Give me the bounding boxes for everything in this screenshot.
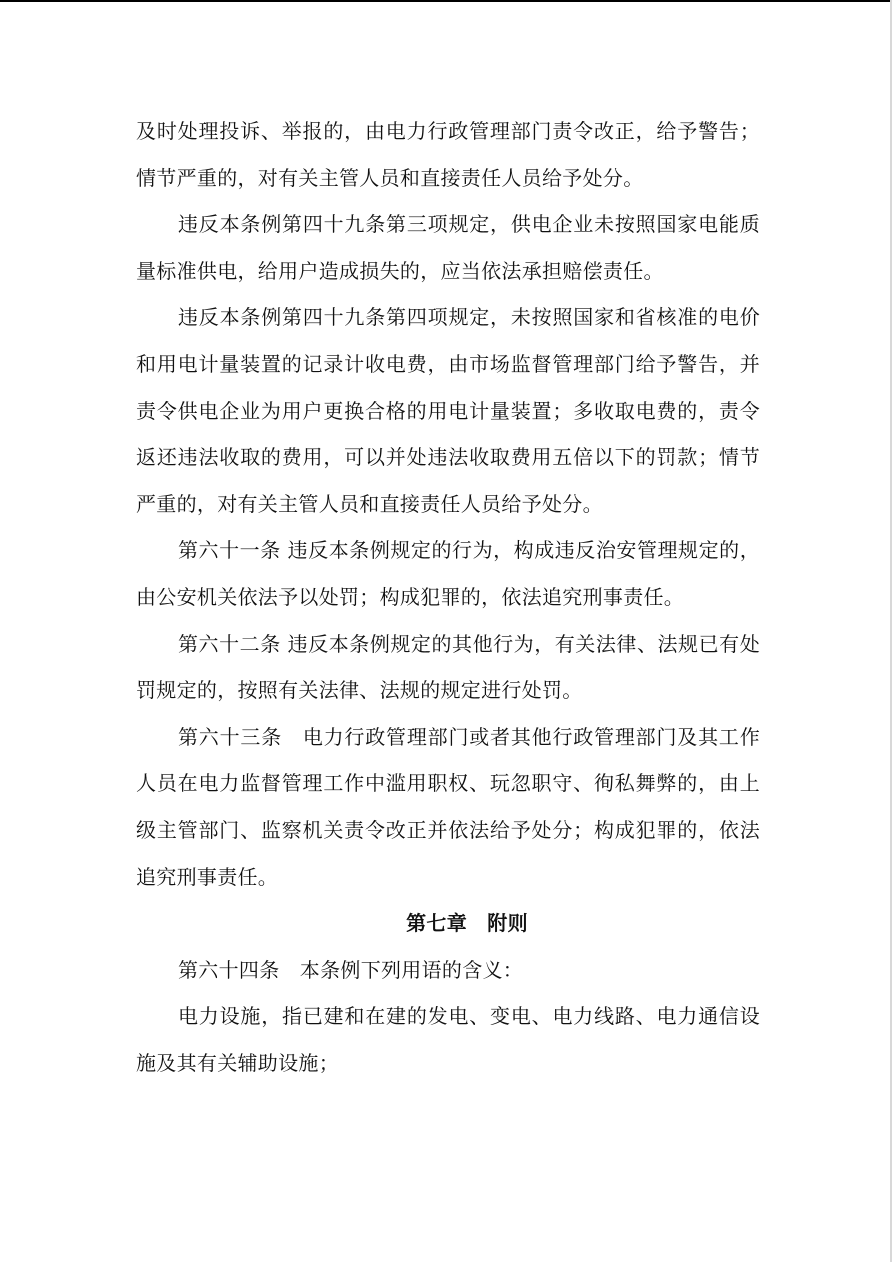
top-border-line — [0, 0, 892, 2]
definition-power-facilities: 电力设施，指已建和在建的发电、变电、电力线路、电力通信设施及其有关辅助设施； — [136, 1004, 760, 1075]
document-page-body — [136, 108, 760, 1086]
paragraph-3: 违反本条例第四十九条第四项规定，未按照国家和省核准的电价和用电计量装置的记录计收电费，由市场监督管理部门给予警告，并责令供电企业为用户更换合格的用电计量装置；多收取电费的，责令返还违法收取的费用，可以并处违法收取费用五倍以下的罚款；情节严重的，对有关主管人员和直接责任人员给予处分。 — [136, 305, 760, 516]
article-61: 第六十一条 违反本条例规定的行为，构成违反治安管理规定的，由公安机关依法予以处罚；构成犯罪的，依法追究刑事责任。 — [136, 538, 760, 609]
article-62: 第六十二条 违反本条例规定的其他行为，有关法律、法规已有处罚规定的，按照有关法律、法规的规定进行处罚。 — [136, 631, 760, 703]
paragraph-1: 及时处理投诉、举报的，由电力行政管理部门责令改正，给予警告；情节严重的，对有关主管人员和直接责任人员给予处分。 — [136, 119, 760, 190]
chapter-heading: 第七章 附则 — [406, 911, 528, 936]
paragraph-2: 违反本条例第四十九条第三项规定，供电企业未按照国家电能质量标准供电，给用户造成损失的，应当依法承担赔偿责任。 — [136, 212, 760, 283]
article-63: 第六十三条 电力行政管理部门或者其他行政管理部门及其工作人员在电力监督管理工作中滥用职权、玩忽职守、徇私舞弊的，由上级主管部门、监察机关责令改正并依法给予处分；构成犯罪的，依法追究刑事责任。 — [136, 724, 760, 889]
article-64: 第六十四条 本条例下列用语的含义： — [178, 957, 524, 982]
